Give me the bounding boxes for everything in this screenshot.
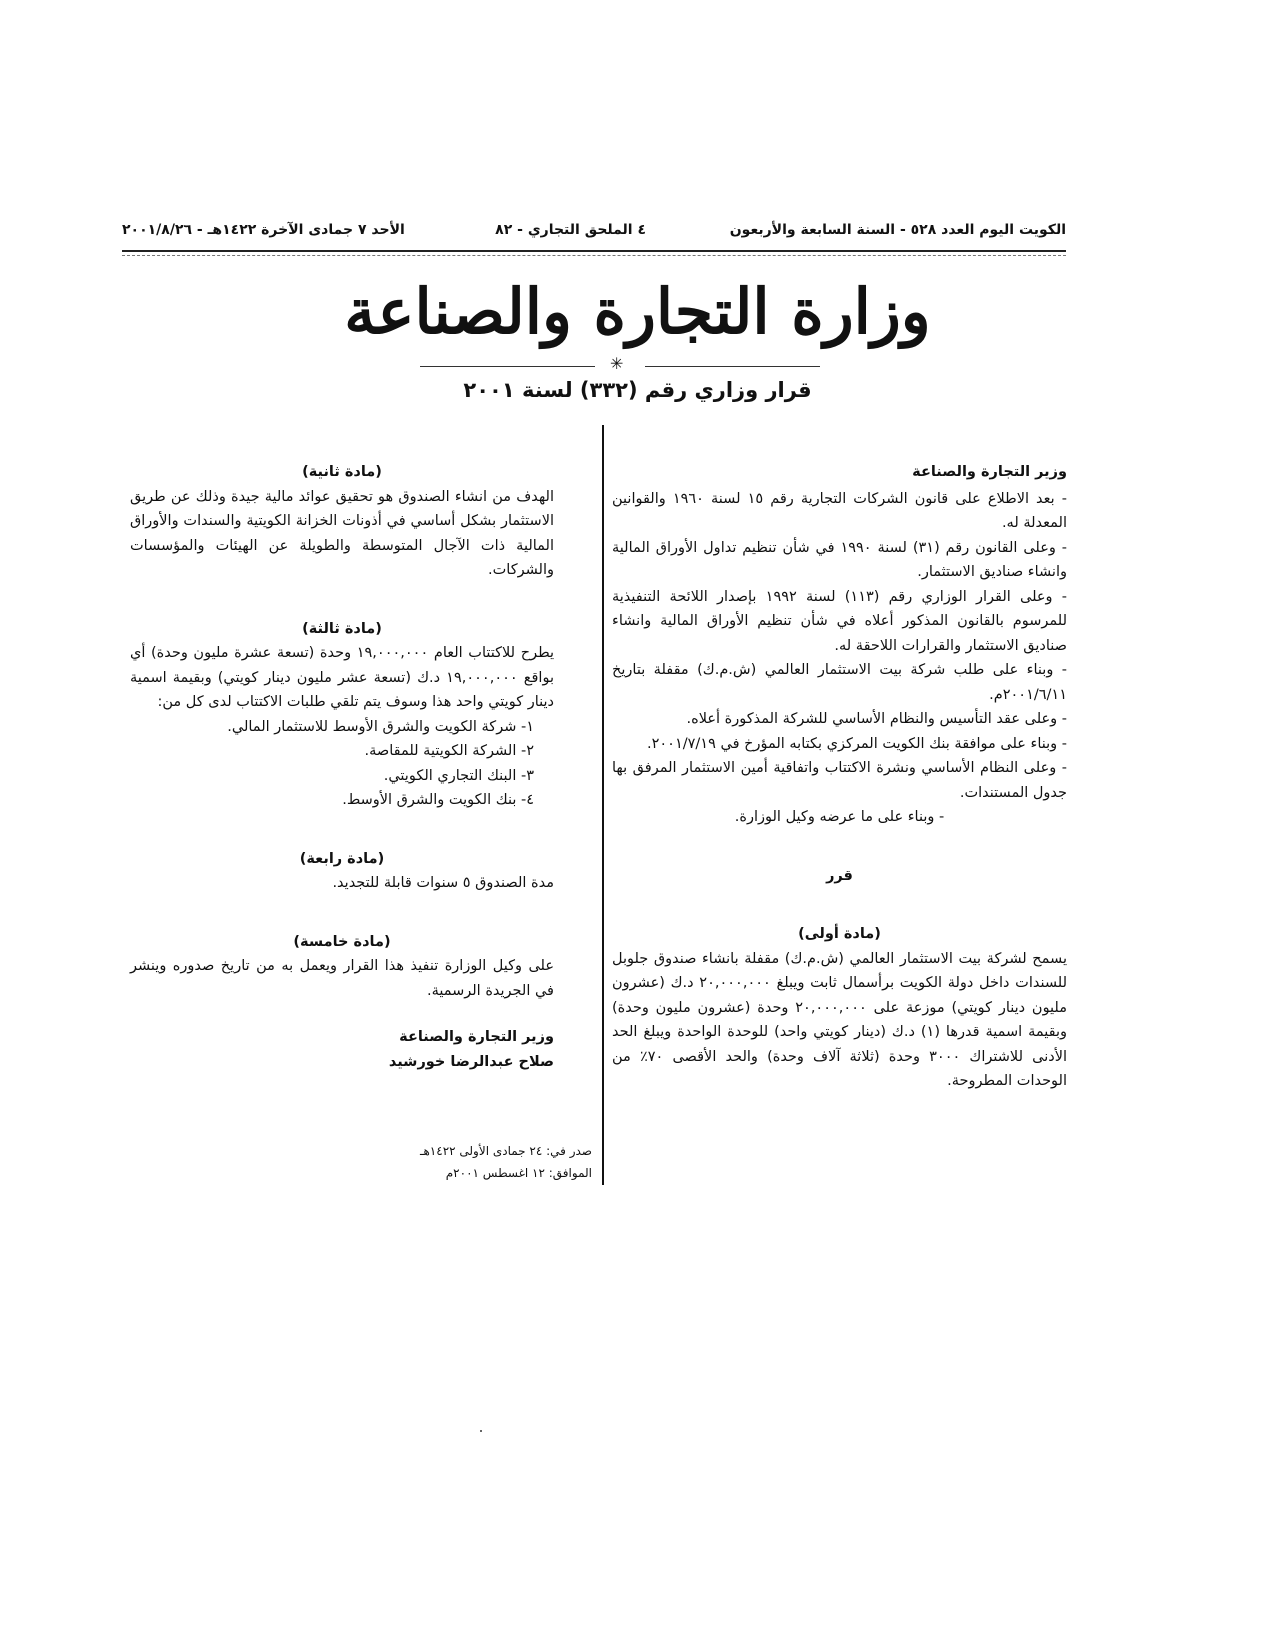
header-date: الأحد ٧ جمادى الآخرة ١٤٢٢هـ - ٢٠٠١/٨/٢٦ bbox=[122, 222, 405, 238]
article-3-text: يطرح للاكتتاب العام ١٩,٠٠٠,٠٠٠ وحدة (تسعة عشرة مليون وحدة) أي بواقع ١٩,٠٠٠,٠٠٠ د.ك (تسعة عشر مليون دينار كويتي) وبقيمة اسمية دينار كويتي واحد هذا وسوف يتم تلقي طلبات الاكتتاب لدى كل من: bbox=[130, 645, 555, 710]
list-item: ١- شركة الكويت والشرق الأوسط للاستثمار المالي. bbox=[227, 718, 534, 735]
right-column bbox=[612, 460, 1067, 1094]
column-divider bbox=[602, 425, 604, 1185]
issued-hijri-date: صدر في: ٢٤ جمادى الأولى ١٤٢٢هـ bbox=[419, 1144, 592, 1158]
list-item: ٢- الشركة الكويتية للمقاصة. bbox=[364, 743, 534, 759]
left-column bbox=[130, 460, 554, 1074]
article-2-text: الهدف من انشاء الصندوق هو تحقيق عوائد مالية جيدة وذلك عن طريق الاستثمار بشكل أساسي في أذونات الخزانة الكويتية والسندات والأوراق المالية ذات الآجال المتوسطة والطويلة عن الهيئات والمؤسسات والشركات. bbox=[130, 488, 554, 578]
article-1-text: يسمح لشركة بيت الاستثمار العالمي (ش.م.ك) مقفلة بانشاء صندوق جلوبل للسندات داخل دولة الكويت برأسمال ثابت ويبلغ ٢٠,٠٠٠,٠٠٠ د.ك (عشرون مليون دينار كويتي) موزعة على ٢٠,٠٠٠,٠٠٠ وحدة (عشرون مليون وحدة) وبقيمة اسمية قدرها (١) د.ك (دينار كويتي واحد) للوحدة الواحدة ويبلغ الحد الأدنى للاشتراك ٣٠٠٠ وحدة (ثلاثة آلاف وحدة) والحد الأقصى ٧٠٪ من الوحدات المطروحة. bbox=[612, 950, 1068, 1089]
signature-title: وزير التجارة والصناعة bbox=[399, 1029, 554, 1045]
header-rule bbox=[122, 250, 1066, 252]
preamble-paragraph: - وعلى القرار الوزاري رقم (١١٣) لسنة ١٩٩٢ بإصدار اللائحة التنفيذية للمرسوم بالقانون المذكور أعلاه في شأن تنظيم الأوراق المالية وانشاء صناديق الاستثمار والقرارات اللاحقة له. bbox=[612, 588, 1067, 654]
preamble-paragraph: - وبناء على موافقة بنك الكويت المركزي بكتابه المؤرخ في ٢٠٠١/٧/١٩. bbox=[646, 735, 1067, 752]
article-1-title: (مادة أولى) bbox=[798, 926, 881, 942]
preamble-paragraph: - وعلى عقد التأسيس والنظام الأساسي للشركة المذكورة أعلاه. bbox=[686, 711, 1067, 727]
star-icon: ✳ bbox=[610, 354, 624, 373]
preamble-paragraph: - وعلى القانون رقم (٣١) لسنة ١٩٩٠ في شأن تنظيم تداول الأوراق المالية وانشاء صناديق الاستثمار. bbox=[612, 539, 1067, 580]
issue-date-block bbox=[380, 1140, 592, 1184]
preamble-paragraph: - وبناء على ما عرضه وكيل الوزارة. bbox=[734, 809, 945, 825]
article-4-title: (مادة رابعة) bbox=[299, 850, 385, 867]
scan-speck bbox=[480, 1430, 482, 1432]
header-issue-info: الكويت اليوم العدد ٥٢٨ - السنة السابعة والأربعون bbox=[729, 222, 1066, 238]
article-5-title: (مادة خامسة) bbox=[293, 933, 391, 950]
minister-heading: وزير التجارة والصناعة bbox=[912, 464, 1067, 480]
list-item: ٤- بنك الكويت والشرق الأوسط. bbox=[342, 792, 534, 808]
preamble-paragraph: - وعلى النظام الأساسي ونشرة الاكتتاب واتفاقية أمين الاستثمار المرفق بها جدول المستندات. bbox=[612, 760, 1067, 801]
article-5-text: على وكيل الوزارة تنفيذ هذا القرار ويعمل به من تاريخ صدوره وينشر في الجريدة الرسمية. bbox=[130, 958, 554, 999]
ornament-line-left bbox=[420, 366, 595, 367]
list-item: ٣- البنك التجاري الكويتي. bbox=[383, 767, 534, 784]
ornament-line-right bbox=[645, 366, 820, 367]
signature-name: صلاح عبدالرضا خورشيد bbox=[388, 1053, 554, 1070]
article-4-text: مدة الصندوق ٥ سنوات قابلة للتجديد. bbox=[332, 875, 554, 891]
gazette-header bbox=[122, 222, 1066, 248]
header-rule-dashed bbox=[122, 255, 1066, 256]
preamble-paragraph: - بعد الاطلاع على قانون الشركات التجارية رقم ١٥ لسنة ١٩٦٠ والقوانين المعدلة له. bbox=[612, 490, 1067, 531]
header-supplement-info: ٤ الملحق التجاري - ٨٢ bbox=[495, 222, 646, 238]
decree-title: قرار وزاري رقم (٣٣٢) لسنة ٢٠٠١ bbox=[463, 378, 812, 402]
title-ornament bbox=[420, 354, 820, 373]
article-2-title: (مادة ثانية) bbox=[302, 464, 382, 480]
ministry-title: وزارة التجارة والصناعة bbox=[344, 275, 931, 348]
article-3-title: (مادة ثالثة) bbox=[302, 620, 382, 637]
preamble-paragraph: - وبناء على طلب شركة بيت الاستثمار العالمي (ش.م.ك) مقفلة بتاريخ ٢٠٠١/٦/١١م. bbox=[612, 662, 1067, 703]
decided-label: قرر bbox=[826, 867, 853, 884]
issued-gregorian-date: الموافق: ١٢ اغسطس ٢٠٠١م bbox=[445, 1166, 592, 1180]
